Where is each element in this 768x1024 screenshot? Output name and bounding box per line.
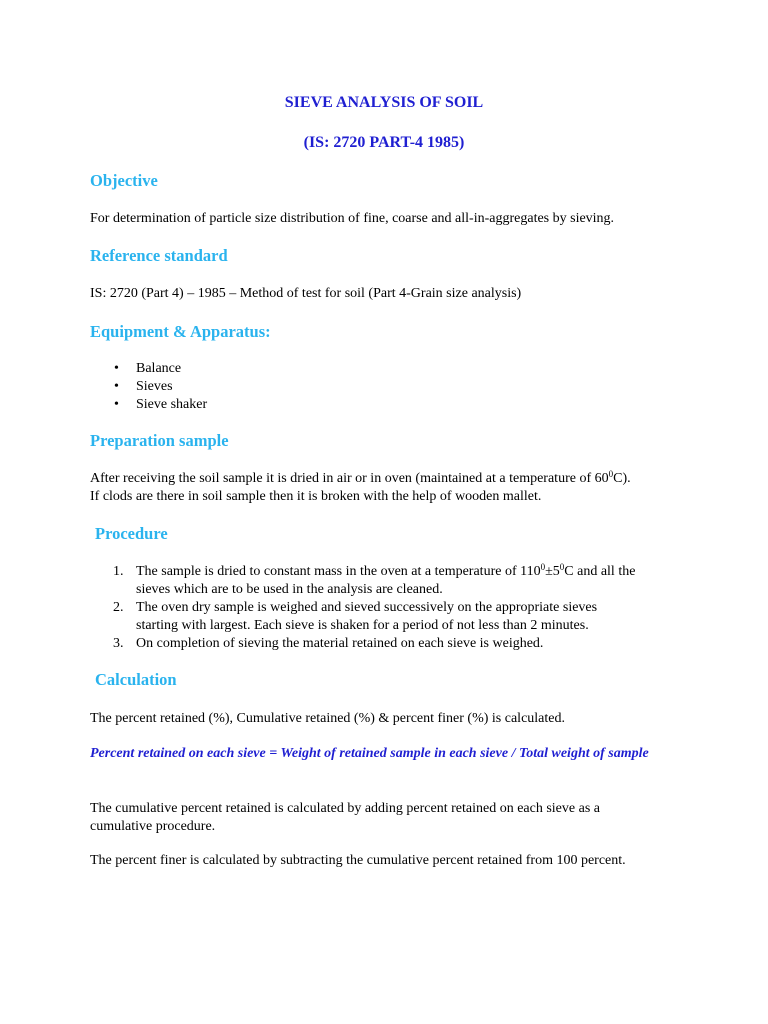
superscript: 0 xyxy=(559,562,565,572)
calculation-heading: Calculation xyxy=(95,670,177,689)
cumulative-text xyxy=(90,800,600,836)
step-1-line-1c: C and all the xyxy=(564,564,636,579)
list-item xyxy=(90,563,635,599)
step-2-line-2: starting with largest. Each sieve is shaken for a period of not less than 2 minutes. xyxy=(136,618,589,633)
step-1-line-2: sieves which are to be used in the analysis are cleaned. xyxy=(136,582,443,597)
document-title: SIEVE ANALYSIS OF SOIL xyxy=(284,94,484,111)
bullet-icon: • xyxy=(114,397,119,412)
objective-text: For determination of particle size distribution of fine, coarse and all-in-aggregates by sieving. xyxy=(90,211,615,226)
cumulative-line-2: cumulative procedure. xyxy=(90,819,216,834)
preparation-heading: Preparation sample xyxy=(90,431,229,450)
percent-retained-formula: Percent retained on each sieve = Weight of retained sample in each sieve / Total weight of sample xyxy=(90,746,649,761)
step-1-line-1a: The sample is dried to constant mass in the oven at a temperature of 110 xyxy=(136,564,541,579)
reference-text: IS: 2720 (Part 4) – 1985 – Method of test for soil (Part 4-Grain size analysis) xyxy=(90,286,522,301)
list-item xyxy=(90,599,635,635)
preparation-text xyxy=(90,470,631,506)
superscript: 0 xyxy=(540,562,546,572)
list-item xyxy=(90,635,635,653)
equipment-item-label: Sieve shaker xyxy=(136,397,208,412)
preparation-line-1b: C). xyxy=(613,471,631,486)
step-number: 3. xyxy=(113,636,124,651)
preparation-line-2: If clods are there in soil sample then it is broken with the help of wooden mallet. xyxy=(90,489,542,504)
procedure-heading: Procedure xyxy=(95,524,168,543)
list-item xyxy=(90,360,207,378)
step-number: 1. xyxy=(113,564,124,579)
step-3-line-1: On completion of sieving the material retained on each sieve is weighed. xyxy=(136,636,544,651)
list-item xyxy=(90,378,207,396)
preparation-line-1a: After receiving the soil sample it is dried in air or in oven (maintained at a temperature of 60 xyxy=(90,471,609,486)
cumulative-line-1: The cumulative percent retained is calculated by adding percent retained on each sieve as a xyxy=(90,801,600,816)
bullet-icon: • xyxy=(114,379,119,394)
document-subtitle: (IS: 2720 PART-4 1985) xyxy=(303,134,465,151)
equipment-heading: Equipment & Apparatus: xyxy=(90,322,271,341)
equipment-item-label: Balance xyxy=(136,361,182,376)
superscript: 0 xyxy=(608,469,614,479)
objective-heading: Objective xyxy=(90,171,158,190)
step-1-line-1b: ±5 xyxy=(545,564,560,579)
reference-heading: Reference standard xyxy=(90,246,228,265)
equipment-list xyxy=(90,360,207,414)
procedure-steps xyxy=(90,563,635,653)
percent-finer-text: The percent finer is calculated by subtracting the cumulative percent retained from 100 percent. xyxy=(90,853,626,868)
equipment-item-label: Sieves xyxy=(136,379,173,394)
bullet-icon: • xyxy=(114,361,119,376)
list-item xyxy=(90,396,207,414)
step-2-line-1: The oven dry sample is weighed and sieved successively on the appropriate sieves xyxy=(136,600,598,615)
step-number: 2. xyxy=(113,600,124,615)
calculation-intro: The percent retained (%), Cumulative retained (%) & percent finer (%) is calculated. xyxy=(90,711,565,726)
